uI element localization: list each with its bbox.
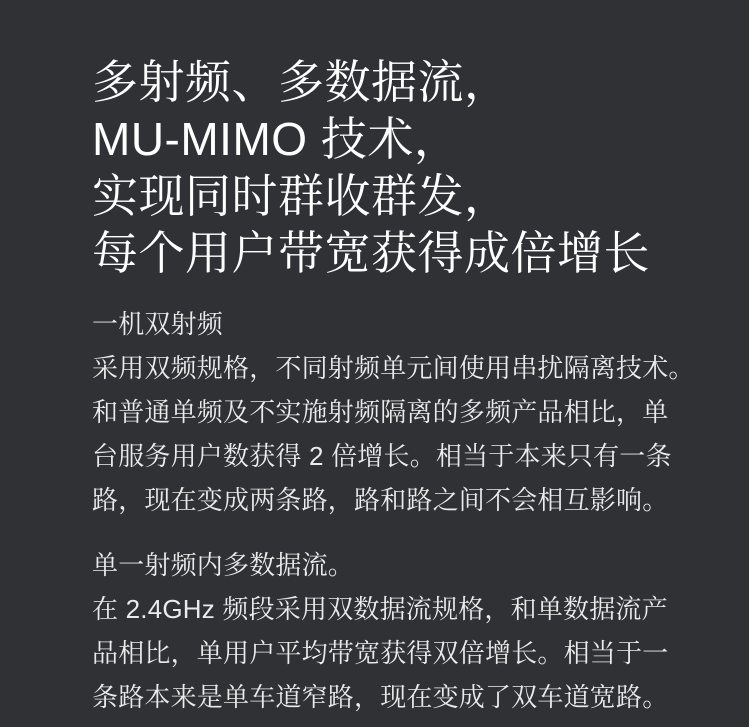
feature-dual-radio-body-line: 采用双频规格，不同射频单元间使用串扰隔离技术。 <box>92 353 695 383</box>
feature-dual-radio-body-line: 路，现在变成两条路，路和路之间不会相互影响。 <box>92 485 669 515</box>
heading-line-2: MU-MIMO 技术， <box>92 113 461 165</box>
heading-line-3: 实现同时群收群发， <box>92 170 511 222</box>
heading-line-1: 多射频、多数据流， <box>92 56 511 108</box>
feature-dual-radio-title: 一机双射频 <box>92 309 224 339</box>
feature-dual-radio-body-line: 台服务用户数获得 2 倍增长。相当于本来只有一条 <box>92 441 672 471</box>
page-title <box>92 54 749 282</box>
heading-line-4: 每个用户带宽获得成倍增长 <box>92 227 650 279</box>
feature-dual-radio-body-line: 和普通单频及不实施射频隔离的多频产品相比，单 <box>92 397 669 427</box>
feature-multi-stream-body-line: 品相比，单用户平均带宽获得双倍增长。相当于一 <box>92 638 669 668</box>
feature-dual-radio <box>92 302 749 522</box>
feature-multi-stream-body-line: 在 2.4GHz 频段采用双数据流规格，和单数据流产 <box>92 594 668 624</box>
feature-multi-stream <box>92 543 749 719</box>
feature-multi-stream-body-line: 条路本来是单车道窄路，现在变成了双车道宽路。 <box>92 682 669 712</box>
feature-multi-stream-title: 单一射频内多数据流。 <box>92 550 355 580</box>
